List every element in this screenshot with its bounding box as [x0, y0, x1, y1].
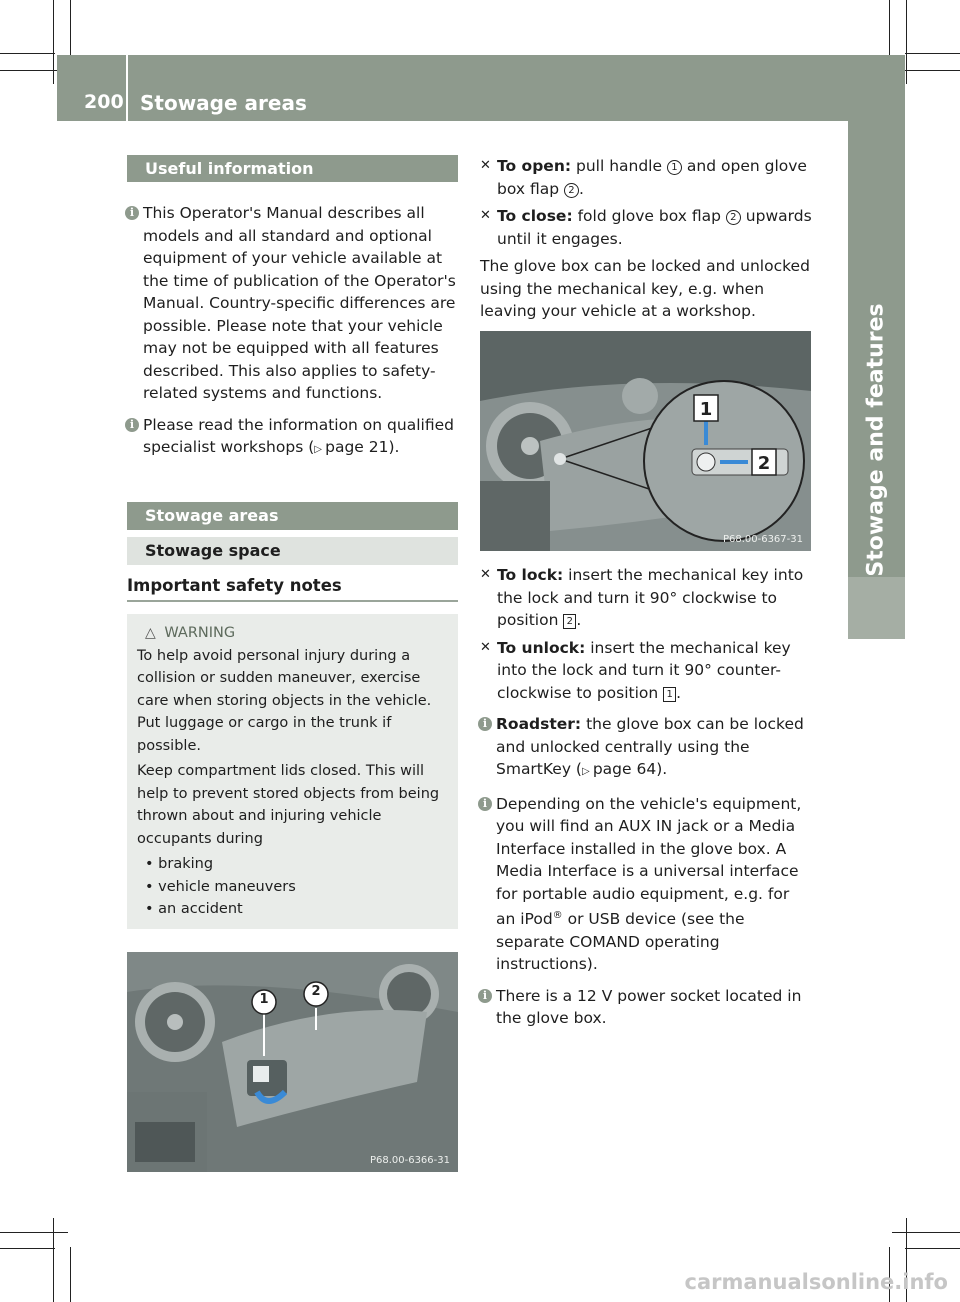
glove-box-illustration — [127, 952, 458, 1172]
roadster-post: ). — [656, 760, 668, 778]
useful-para2-pre: Please read the information on qualified specialist workshops ( — [143, 415, 454, 456]
right-column-lower — [480, 564, 813, 1030]
useful-info-heading: Useful information — [127, 155, 458, 182]
crop-mark — [0, 53, 55, 54]
crop-mark — [905, 53, 960, 54]
roadster-ref: page 64 — [592, 760, 657, 778]
close-label: To close: — [497, 207, 573, 225]
warning-box — [127, 614, 458, 929]
crop-mark — [53, 0, 54, 84]
image-ref: P68.00-6366-31 — [369, 1155, 450, 1166]
callout-1: 1 — [699, 399, 713, 420]
step-arrow-icon: ✕ — [480, 208, 491, 223]
crop-mark — [0, 1232, 68, 1233]
left-column — [127, 155, 458, 1041]
crop-mark — [70, 1247, 71, 1302]
glove-box-photo — [127, 952, 458, 1172]
image-ref: P68.00-6367-31 — [722, 534, 803, 545]
bullet-text: vehicle maneuvers — [158, 878, 296, 895]
callout-2: 2 — [311, 984, 321, 999]
callout-ref-2: 2 — [726, 210, 741, 225]
close-text-a: fold glove box flap — [577, 207, 721, 225]
stowage-areas-heading: Stowage areas — [127, 502, 458, 530]
info-note — [480, 713, 813, 784]
info-note — [127, 202, 458, 405]
step-arrow-icon: ✕ — [480, 567, 491, 582]
close-text-b: upwards until it engages. — [497, 207, 812, 248]
socket-text: There is a 12 V power socket located in the glove box. — [496, 986, 802, 1028]
crop-mark — [889, 0, 890, 55]
header-divider — [126, 55, 128, 121]
roadster-text: the glove box can be locked and unlocked centrally using the SmartKey ( — [496, 715, 804, 778]
side-tab-label: Stowage and features — [863, 303, 889, 577]
lock-photo — [480, 331, 811, 551]
step-unlock: ✕ To unlock: insert the mechanical key into the lock and turn it 90° counter-clockwise to position 1 . — [480, 638, 791, 702]
crop-mark — [905, 1248, 960, 1249]
page-number: 200 — [84, 91, 124, 113]
aux-text-a: Depending on the vehicle's equipment, you will find an AUX IN jack or a Media Interface installed in the glove box. A Media Interface is a universal interface for portable audio equipment, e.g. for an iPod — [496, 794, 802, 929]
info-icon: i — [478, 989, 492, 1003]
open-text-a: pull handle — [576, 157, 663, 175]
info-note — [480, 985, 813, 1030]
useful-para1: This Operator's Manual describes all models and all standard and optional equipment of your vehicle available at the time of publication of the Operator's Manual. Country-specific differences are possible. Please note that your vehicle may not be equipped with all features described. This also applies to safety-related systems and functions. — [143, 204, 456, 402]
unlock-text: insert the mechanical key into the lock and turn it 90° counter-clockwise to position — [497, 638, 791, 702]
warning-bullet: • braking — [145, 856, 214, 872]
page-title: Stowage areas — [140, 91, 307, 115]
callout-ref-1: 1 — [667, 160, 682, 175]
info-icon: i — [478, 797, 492, 811]
useful-para2-post: ). — [388, 438, 400, 456]
heading-rule — [127, 600, 458, 602]
roadster-label: Roadster: — [496, 715, 582, 733]
aux-text-b: or USB device (see the separate COMAND operating instructions). — [496, 910, 745, 974]
lock-illustration — [480, 331, 811, 551]
warning-header — [137, 622, 448, 645]
lock-intro: The glove box can be locked and unlocked using the mechanical key, e.g. when leaving your vehicle at a workshop. — [480, 257, 810, 320]
right-column — [480, 155, 813, 323]
callout-ref-2: 2 — [564, 183, 579, 198]
step-lock: ✕ To lock: insert the mechanical key into the lock and turn it 90° clockwise to position 2 . — [480, 566, 804, 629]
crop-mark — [53, 1218, 54, 1302]
warning-bullet: • an accident — [145, 901, 243, 917]
side-tab-marker — [848, 577, 905, 639]
stowage-space-heading: Stowage space — [127, 537, 458, 565]
warning-text-2: Keep compartment lids closed. This will help to prevent stored objects from being thrown about and injuring vehicle occupants during — [137, 763, 440, 847]
warning-icon: △ — [145, 625, 156, 641]
crop-mark — [70, 0, 71, 55]
step-close — [480, 205, 813, 250]
info-note — [480, 793, 813, 976]
callout-2: 2 — [757, 453, 771, 474]
warning-bullet: • vehicle maneuvers — [145, 878, 296, 895]
step-open: ✕ To open: pull handle 1 and open glove box flap 2 . — [480, 157, 807, 198]
page-ref-arrow-icon: ▷ — [314, 444, 326, 455]
page-ref-arrow-icon: ▷ — [581, 766, 593, 777]
info-note — [127, 414, 458, 462]
position-ref-2: 2 — [563, 614, 576, 629]
callout-1: 1 — [259, 992, 269, 1007]
open-text-b: and open glove box flap — [497, 157, 807, 198]
bullet-text: an accident — [158, 901, 243, 917]
info-icon: i — [125, 206, 139, 220]
info-icon: i — [478, 717, 492, 731]
info-icon: i — [125, 418, 139, 432]
crop-mark — [0, 1248, 55, 1249]
crop-mark — [906, 0, 907, 84]
lock-text: insert the mechanical key into the lock and turn it 90° clockwise to position — [497, 566, 804, 629]
safety-notes-heading: Important safety notes — [127, 575, 342, 595]
bullet-text: braking — [158, 856, 214, 872]
step-arrow-icon: ✕ — [480, 639, 491, 655]
useful-para2-ref: page 21 — [325, 438, 389, 456]
warning-title: WARNING — [164, 625, 236, 641]
unlock-label: To unlock: — [497, 638, 586, 657]
lock-label: To lock: — [497, 566, 564, 584]
position-ref-1: 1 — [663, 687, 676, 702]
step-arrow-icon: ✕ — [480, 158, 491, 173]
watermark: carmanualsonline.info — [684, 1270, 948, 1294]
registered-mark: ® — [552, 910, 563, 921]
open-label: To open: — [497, 157, 572, 175]
warning-text-1: To help avoid personal injury during a collision or sudden maneuver, exercise care when storing objects in the vehicle. Put luggage or cargo in the trunk if possible. — [137, 647, 432, 754]
crop-mark — [892, 1232, 960, 1233]
